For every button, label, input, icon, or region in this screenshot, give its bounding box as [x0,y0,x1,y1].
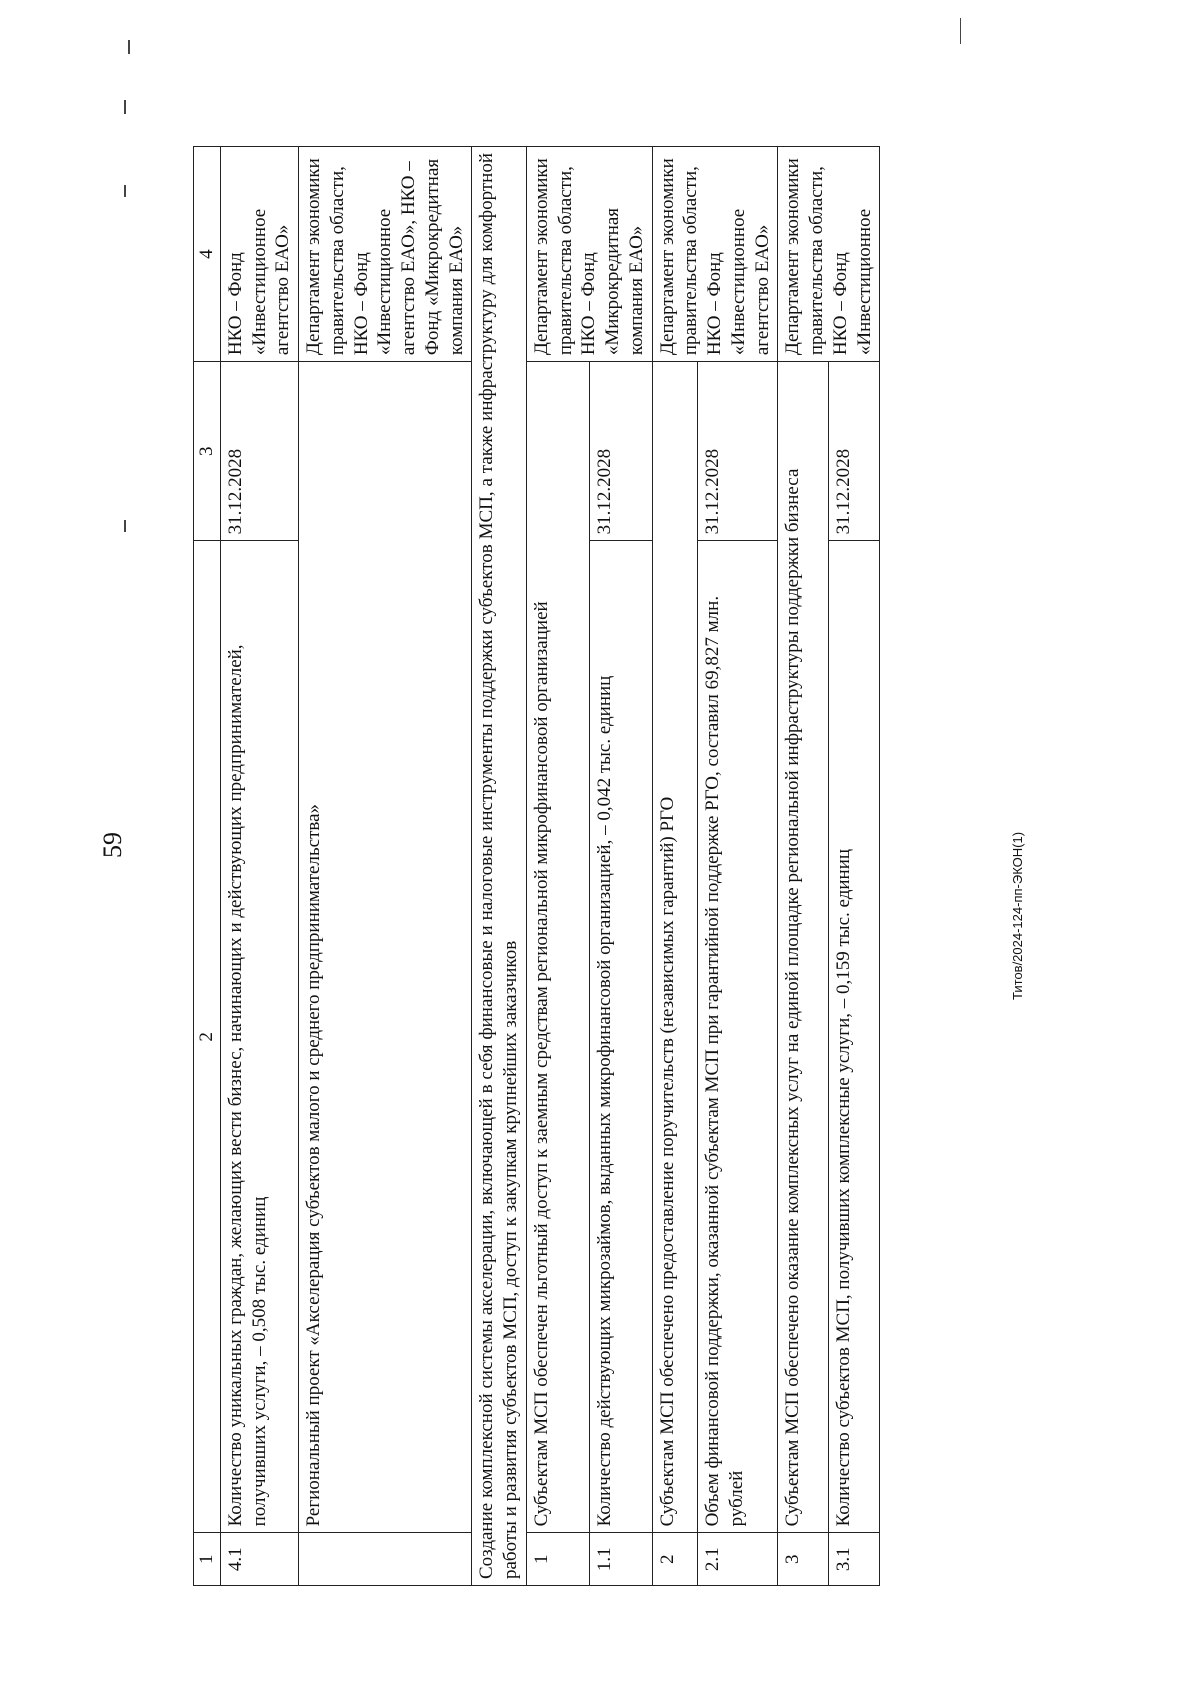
scan-mark [124,100,126,114]
row-responsible: Департамент экономики правительства области, НКО – Фонд «Инвестиционное [778,147,880,362]
scan-mark [960,18,961,44]
row-number [299,1533,472,1586]
task-text: Субъектам МСП обеспечено оказание комплексных услуг на единой площадке региональной инфраструктуры поддержки бизнеса [778,362,829,1533]
row-text: Количество субъектов МСП, получивших комплексные услуги, – 0,159 тыс. единиц [829,541,880,1533]
scan-mark [128,40,130,54]
table-row [526,147,589,1586]
rotated-table-container [193,146,1053,1586]
task-text: Субъектам МСП обеспечено предоставление поручительств (независимых гарантий) РГО [652,362,697,1533]
row-number: 3.1 [829,1533,880,1586]
table-row [299,147,472,1586]
page-number: 59 [98,832,127,858]
row-number: 3 [778,1533,829,1586]
row-number: 1 [526,1533,589,1586]
activities-table [193,146,880,1586]
row-number: 1.1 [589,1533,652,1586]
row-responsible: НКО – Фонд «Инвестиционное агентство ЕАО» [220,147,298,362]
table-row [589,147,652,1586]
row-date: 31.12.2028 [220,362,298,541]
header-col-1: 1 [194,1533,221,1586]
row-responsible: Департамент экономики правительства области, НКО – Фонд «Инвестиционное агентство ЕАО» [652,147,778,362]
row-number: 4.1 [220,1533,298,1586]
header-col-3: 3 [194,362,221,541]
header-col-4: 4 [194,147,221,362]
scan-mark [124,185,126,197]
row-responsible: Департамент экономики правительства области, НКО – Фонд «Инвестиционное агентство ЕАО», НКО – Фонд «Микрокредитная компания ЕАО» [299,147,472,362]
table-row [778,147,829,1586]
table-row [697,147,777,1586]
table-row [472,147,527,1586]
row-number: 2.1 [697,1533,777,1586]
row-date: 31.12.2028 [697,362,777,541]
row-text: Объем финансовой поддержки, оказанной субъектам МСП при гарантийной поддержке РГО, составил 69,827 млн. рублей [697,541,777,1533]
task-text: Субъектам МСП обеспечен льготный доступ к заемным средствам региональной микрофинансовой организацией [526,362,589,1533]
header-col-2: 2 [194,541,221,1533]
row-responsible: Департамент экономики правительства области, НКО – Фонд «Микрокредитная компания ЕАО» [526,147,652,362]
table-row [220,147,298,1586]
project-goal: Создание комплексной системы акселерации, включающей в себя финансовые и налоговые инструменты поддержки субъектов МСП, а также инфраструктуру для комфортной работы и развития субъектов МСП, доступ к закупкам крупнейших заказчиков [472,147,527,1586]
row-date: 31.12.2028 [829,362,880,541]
table-row [829,147,880,1586]
row-number: 2 [652,1533,697,1586]
table-row [652,147,697,1586]
regional-project-title: Региональный проект «Акселерация субъектов малого и среднего предпринимательства» [299,362,472,1533]
document-code: Титов/2024-124-пп-ЭКОН(1) [1010,831,1025,1000]
row-text: Количество уникальных граждан, желающих вести бизнес, начинающих и действующих предпринимателей, получивших услуги, – 0,508 тыс. единиц [220,541,298,1533]
header-row [194,147,221,1586]
scan-mark [124,520,126,532]
row-date: 31.12.2028 [589,362,652,541]
row-text: Количество действующих микрозаймов, выданных микрофинансовой организацией, – 0,042 тыс. единиц [589,541,652,1533]
